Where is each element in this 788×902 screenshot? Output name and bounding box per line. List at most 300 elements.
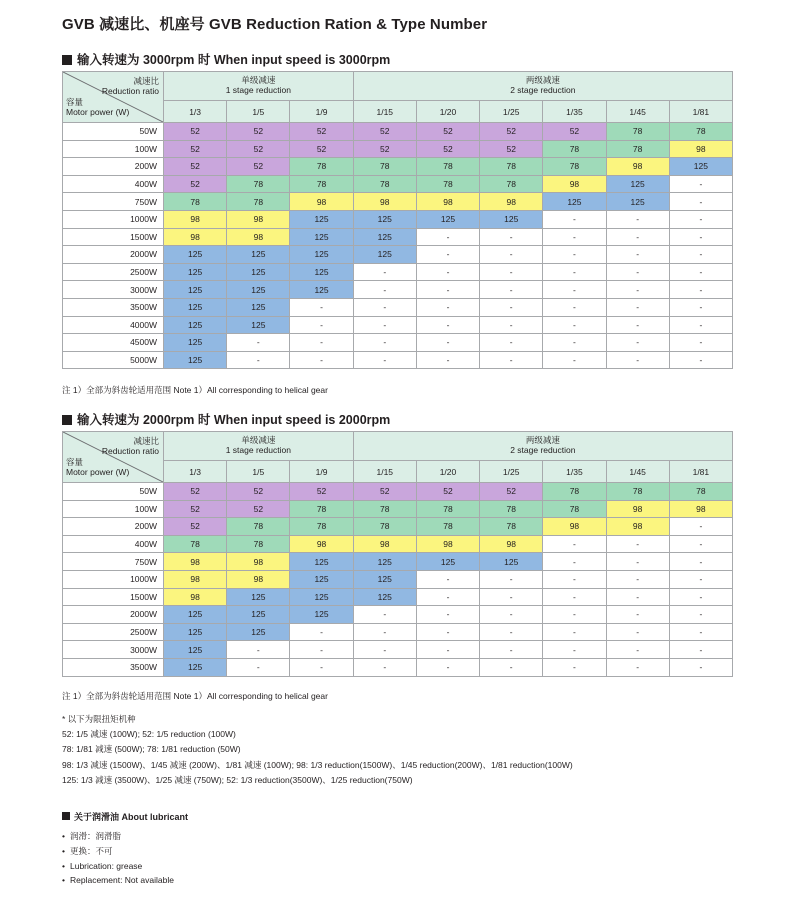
type-number-cell: - xyxy=(543,570,606,588)
type-number-cell: 125 xyxy=(416,553,479,571)
type-number-cell: - xyxy=(606,658,669,676)
type-number-cell: - xyxy=(353,298,416,316)
type-number-cell: - xyxy=(480,570,543,588)
ratio-header-cell: 1/9 xyxy=(290,461,353,483)
type-number-cell: 52 xyxy=(164,158,227,176)
ratio-header-cell: 1/25 xyxy=(480,461,543,483)
single-stage-en: 1 stage reduction xyxy=(225,85,291,95)
type-number-cell: 98 xyxy=(227,228,290,246)
ratio-header-cell: 1/5 xyxy=(227,101,290,123)
single-stage-cn: 单级减速 xyxy=(241,435,276,446)
double-stage-header xyxy=(353,432,732,461)
list-item: • 更换：不可 xyxy=(62,844,174,859)
lubricant-list xyxy=(62,829,174,888)
type-number-cell: 125 xyxy=(164,606,227,624)
type-number-cell: - xyxy=(606,263,669,281)
type-number-cell: - xyxy=(290,298,353,316)
type-number-cell: 125 xyxy=(164,623,227,641)
ratio-header-cell: 1/5 xyxy=(227,461,290,483)
type-number-cell: 125 xyxy=(353,228,416,246)
type-number-cell: 98 xyxy=(416,193,479,211)
type-number-cell: 125 xyxy=(353,553,416,571)
type-number-cell: 78 xyxy=(480,175,543,193)
type-number-cell: 125 xyxy=(290,570,353,588)
type-number-cell: - xyxy=(606,298,669,316)
table-row xyxy=(63,570,733,588)
type-number-cell: - xyxy=(416,351,479,369)
type-number-cell: 98 xyxy=(164,210,227,228)
type-number-cell: 98 xyxy=(543,175,606,193)
ratio-header-cell: 1/35 xyxy=(543,461,606,483)
table1-note: 注 1）全部为斜齿轮适用范围 Note 1）All corresponding to helical gear xyxy=(62,385,328,395)
power-cell: 4000W xyxy=(63,316,164,334)
type-number-cell: 98 xyxy=(480,535,543,553)
type-number-cell: 98 xyxy=(164,228,227,246)
type-number-cell: - xyxy=(227,334,290,352)
type-number-cell: - xyxy=(543,588,606,606)
type-number-cell: 52 xyxy=(416,140,479,158)
type-number-cell: 78 xyxy=(543,483,606,501)
type-number-cell: - xyxy=(669,298,732,316)
type-number-cell: 78 xyxy=(227,535,290,553)
type-number-cell: 78 xyxy=(290,500,353,518)
table-row xyxy=(63,351,733,369)
type-number-cell: 125 xyxy=(227,623,290,641)
type-number-cell: - xyxy=(416,570,479,588)
type-number-cell: - xyxy=(416,228,479,246)
type-number-cell: 78 xyxy=(353,500,416,518)
power-cell: 100W xyxy=(63,140,164,158)
type-number-cell: 98 xyxy=(164,570,227,588)
type-number-cell: 125 xyxy=(227,298,290,316)
type-number-cell: 125 xyxy=(164,298,227,316)
power-cell: 3500W xyxy=(63,298,164,316)
type-number-cell: - xyxy=(290,351,353,369)
table-row xyxy=(63,623,733,641)
power-cell: 2000W xyxy=(63,606,164,624)
type-number-cell: 125 xyxy=(164,263,227,281)
type-number-cell: 78 xyxy=(227,193,290,211)
power-label-en: Motor power (W) xyxy=(66,107,130,118)
type-number-cell: - xyxy=(227,351,290,369)
type-number-cell: 98 xyxy=(353,535,416,553)
type-number-cell: - xyxy=(543,641,606,659)
power-cell: 1000W xyxy=(63,570,164,588)
type-number-cell: 52 xyxy=(353,140,416,158)
type-number-cell: - xyxy=(353,281,416,299)
type-number-cell: 125 xyxy=(606,193,669,211)
type-number-cell: - xyxy=(543,316,606,334)
square-bullet-icon xyxy=(62,415,72,425)
ratio-label-cn: 减速比 xyxy=(133,76,159,86)
type-number-cell: - xyxy=(606,228,669,246)
type-number-cell: 125 xyxy=(290,246,353,264)
table-body xyxy=(63,123,733,369)
type-number-cell: 98 xyxy=(290,193,353,211)
type-number-cell: 52 xyxy=(290,140,353,158)
type-number-cell: 98 xyxy=(353,193,416,211)
type-number-cell: 98 xyxy=(227,553,290,571)
ratio-header-cell: 1/25 xyxy=(480,101,543,123)
table1-title xyxy=(62,50,390,68)
table-row xyxy=(63,316,733,334)
ratio-header-cell: 1/20 xyxy=(416,101,479,123)
type-number-cell: - xyxy=(543,553,606,571)
type-number-cell: 98 xyxy=(606,518,669,536)
power-cell: 50W xyxy=(63,483,164,501)
ratio-label-en: Reduction ratio xyxy=(101,85,159,96)
type-number-cell: - xyxy=(669,553,732,571)
power-cell: 750W xyxy=(63,553,164,571)
table2-title-text: 输入转速为 2000rpm 时 When input speed is 2000rpm xyxy=(77,413,391,427)
type-number-cell: 78 xyxy=(480,500,543,518)
type-number-cell: - xyxy=(353,263,416,281)
table-row xyxy=(63,483,733,501)
type-number-cell: - xyxy=(480,623,543,641)
type-number-cell: 98 xyxy=(669,500,732,518)
type-number-cell: - xyxy=(353,623,416,641)
type-number-cell: - xyxy=(543,658,606,676)
type-number-cell: 125 xyxy=(353,210,416,228)
type-number-cell: - xyxy=(480,658,543,676)
ratio-header-cell: 1/45 xyxy=(606,461,669,483)
power-cell: 3000W xyxy=(63,641,164,659)
type-number-cell: - xyxy=(353,606,416,624)
type-number-cell: 125 xyxy=(290,606,353,624)
type-number-cell: - xyxy=(480,588,543,606)
type-number-cell: 125 xyxy=(290,210,353,228)
type-number-cell: 125 xyxy=(480,553,543,571)
type-number-cell: - xyxy=(227,641,290,659)
torque-note-line: * 以下为限扭矩机种 xyxy=(62,714,136,724)
single-stage-header xyxy=(164,432,354,461)
power-cell: 2500W xyxy=(63,623,164,641)
ratio-label-cn: 减速比 xyxy=(133,436,159,446)
type-number-cell: 78 xyxy=(290,158,353,176)
type-number-cell: 78 xyxy=(164,193,227,211)
type-number-cell: 125 xyxy=(290,588,353,606)
double-stage-en: 2 stage reduction xyxy=(510,85,576,95)
type-number-cell: - xyxy=(416,298,479,316)
type-number-cell: - xyxy=(606,641,669,659)
type-number-cell: 52 xyxy=(543,123,606,141)
type-number-cell: 78 xyxy=(606,483,669,501)
type-number-cell: 125 xyxy=(227,281,290,299)
type-number-cell: 125 xyxy=(353,570,416,588)
type-number-cell: 52 xyxy=(227,123,290,141)
type-number-cell: - xyxy=(543,246,606,264)
power-cell: 1500W xyxy=(63,588,164,606)
type-number-cell: 125 xyxy=(416,210,479,228)
type-number-cell: - xyxy=(416,606,479,624)
type-number-cell: 98 xyxy=(164,553,227,571)
table-row xyxy=(63,518,733,536)
type-number-cell: - xyxy=(543,623,606,641)
power-label-cn: 容量 xyxy=(66,457,84,468)
type-number-cell: - xyxy=(543,228,606,246)
type-number-cell: 125 xyxy=(227,606,290,624)
list-item: • Lubrication: grease xyxy=(62,859,174,874)
type-number-cell: 78 xyxy=(606,140,669,158)
type-number-cell: 125 xyxy=(164,334,227,352)
torque-note-line: 52: 1/5 减速 (100W); 52: 1/5 reduction (100W) xyxy=(62,729,236,740)
type-number-cell: - xyxy=(353,316,416,334)
type-number-cell: - xyxy=(227,658,290,676)
power-cell: 1500W xyxy=(63,228,164,246)
power-cell: 200W xyxy=(63,518,164,536)
type-number-cell: - xyxy=(606,588,669,606)
type-number-cell: 78 xyxy=(164,535,227,553)
ratio-header-cell: 1/45 xyxy=(606,101,669,123)
power-cell: 100W xyxy=(63,500,164,518)
table-row xyxy=(63,281,733,299)
type-number-cell: 78 xyxy=(353,518,416,536)
power-cell: 4500W xyxy=(63,334,164,352)
double-stage-header xyxy=(353,72,732,101)
type-number-cell: 52 xyxy=(164,123,227,141)
type-number-cell: - xyxy=(416,588,479,606)
type-number-cell: 78 xyxy=(543,500,606,518)
table-row xyxy=(63,193,733,211)
type-number-cell: - xyxy=(416,316,479,334)
ratio-header-cell: 1/81 xyxy=(669,461,732,483)
type-number-cell: - xyxy=(480,281,543,299)
type-number-cell: 52 xyxy=(164,500,227,518)
power-label-cn: 容量 xyxy=(66,97,84,108)
type-number-cell: - xyxy=(543,210,606,228)
type-number-cell: - xyxy=(480,606,543,624)
table-row xyxy=(63,175,733,193)
type-number-cell: - xyxy=(290,623,353,641)
type-number-cell: 125 xyxy=(669,158,732,176)
ratio-header-cell: 1/3 xyxy=(164,101,227,123)
type-number-cell: - xyxy=(543,263,606,281)
type-number-cell: 78 xyxy=(543,158,606,176)
ratio-label-en: Reduction ratio xyxy=(101,445,159,456)
type-number-cell: - xyxy=(669,641,732,659)
type-number-cell: - xyxy=(669,623,732,641)
power-cell: 200W xyxy=(63,158,164,176)
type-number-cell: 78 xyxy=(416,158,479,176)
power-cell: 400W xyxy=(63,535,164,553)
type-number-cell: - xyxy=(480,641,543,659)
power-cell: 2500W xyxy=(63,263,164,281)
type-number-cell: 52 xyxy=(353,123,416,141)
type-number-cell: - xyxy=(669,228,732,246)
type-number-cell: - xyxy=(480,228,543,246)
single-stage-en: 1 stage reduction xyxy=(225,445,291,455)
type-number-cell: - xyxy=(416,246,479,264)
type-number-cell: 52 xyxy=(164,518,227,536)
table-row xyxy=(63,334,733,352)
torque-note-line: 125: 1/3 减速 (3500W)、1/25 减速 (750W); 52: 1/3 reduction(3500W)、1/25 reduction(750W) xyxy=(62,774,413,785)
type-number-cell: - xyxy=(480,351,543,369)
type-number-cell: 52 xyxy=(416,483,479,501)
table-row xyxy=(63,641,733,659)
type-number-cell: 52 xyxy=(480,483,543,501)
type-number-cell: - xyxy=(606,570,669,588)
type-number-cell: 78 xyxy=(669,123,732,141)
type-number-cell: - xyxy=(669,535,732,553)
type-number-cell: 125 xyxy=(227,316,290,334)
type-number-cell: - xyxy=(353,351,416,369)
table-row xyxy=(63,535,733,553)
table1-title-text: 输入转速为 3000rpm 时 When input speed is 3000rpm xyxy=(77,53,391,67)
type-number-cell: 78 xyxy=(227,175,290,193)
type-number-cell: 98 xyxy=(669,140,732,158)
torque-notes xyxy=(62,712,573,788)
type-number-cell: 78 xyxy=(290,518,353,536)
type-number-cell: - xyxy=(669,518,732,536)
type-number-cell: - xyxy=(290,658,353,676)
type-number-cell: - xyxy=(669,193,732,211)
double-stage-cn: 两级减速 xyxy=(525,435,560,446)
corner-header xyxy=(63,72,164,123)
ratio-header-cell: 1/20 xyxy=(416,461,479,483)
table-row xyxy=(63,140,733,158)
type-number-cell: - xyxy=(669,658,732,676)
type-number-cell: - xyxy=(543,606,606,624)
type-number-cell: - xyxy=(543,351,606,369)
ratio-header-cell: 1/35 xyxy=(543,101,606,123)
type-number-cell: - xyxy=(543,281,606,299)
type-number-cell: 125 xyxy=(290,263,353,281)
power-label-en: Motor power (W) xyxy=(66,467,130,478)
type-number-cell: 125 xyxy=(353,246,416,264)
type-number-cell: - xyxy=(669,263,732,281)
table-body xyxy=(63,483,733,677)
type-number-cell: 125 xyxy=(290,553,353,571)
type-number-cell: - xyxy=(606,553,669,571)
type-number-cell: - xyxy=(480,298,543,316)
type-number-cell: - xyxy=(480,334,543,352)
type-number-cell: - xyxy=(290,641,353,659)
type-number-cell: 125 xyxy=(353,588,416,606)
type-number-cell: 52 xyxy=(164,483,227,501)
ratio-header-cell: 1/81 xyxy=(669,101,732,123)
type-number-cell: - xyxy=(669,316,732,334)
type-number-cell: 125 xyxy=(290,281,353,299)
type-number-cell: - xyxy=(669,588,732,606)
type-number-cell: 125 xyxy=(164,658,227,676)
type-number-cell: - xyxy=(669,351,732,369)
type-number-cell: - xyxy=(669,246,732,264)
type-number-cell: 125 xyxy=(164,246,227,264)
type-number-cell: - xyxy=(669,281,732,299)
type-number-cell: 52 xyxy=(290,483,353,501)
power-cell: 3500W xyxy=(63,658,164,676)
type-number-cell: 78 xyxy=(480,158,543,176)
type-number-cell: - xyxy=(606,316,669,334)
type-number-cell: 98 xyxy=(227,570,290,588)
type-number-cell: 78 xyxy=(353,158,416,176)
type-number-cell: - xyxy=(606,210,669,228)
type-number-cell: 98 xyxy=(480,193,543,211)
type-number-cell: - xyxy=(606,606,669,624)
type-number-cell: 78 xyxy=(416,500,479,518)
type-number-cell: 78 xyxy=(480,518,543,536)
table-row xyxy=(63,606,733,624)
type-number-cell: - xyxy=(416,641,479,659)
type-number-cell: - xyxy=(606,246,669,264)
type-number-cell: 52 xyxy=(227,158,290,176)
type-number-cell: 98 xyxy=(164,588,227,606)
power-cell: 5000W xyxy=(63,351,164,369)
square-bullet-icon xyxy=(62,812,70,820)
list-item: • Replacement: Not available xyxy=(62,873,174,888)
table-2000rpm xyxy=(62,431,733,677)
double-stage-en: 2 stage reduction xyxy=(510,445,576,455)
type-number-cell: 125 xyxy=(227,263,290,281)
type-number-cell: 125 xyxy=(606,175,669,193)
type-number-cell: - xyxy=(353,334,416,352)
power-cell: 1000W xyxy=(63,210,164,228)
type-number-cell: 125 xyxy=(164,281,227,299)
single-stage-cn: 单级减速 xyxy=(241,75,276,86)
table2-title xyxy=(62,410,390,428)
single-stage-header xyxy=(164,72,354,101)
table-row xyxy=(63,123,733,141)
type-number-cell: - xyxy=(543,298,606,316)
power-cell: 3000W xyxy=(63,281,164,299)
type-number-cell: - xyxy=(353,658,416,676)
type-number-cell: - xyxy=(543,334,606,352)
type-number-cell: 52 xyxy=(227,140,290,158)
type-number-cell: 78 xyxy=(669,483,732,501)
type-number-cell: 125 xyxy=(227,588,290,606)
table-row xyxy=(63,500,733,518)
type-number-cell: 125 xyxy=(164,316,227,334)
lubricant-title-text: 关于润滑油 About lubricant xyxy=(74,812,188,822)
type-number-cell: 78 xyxy=(416,518,479,536)
table-row xyxy=(63,263,733,281)
type-number-cell: 78 xyxy=(290,175,353,193)
type-number-cell: 52 xyxy=(480,123,543,141)
table2-note: 注 1）全部为斜齿轮适用范围 Note 1）All corresponding to helical gear xyxy=(62,691,328,701)
type-number-cell: - xyxy=(416,334,479,352)
type-number-cell: 125 xyxy=(227,246,290,264)
double-stage-cn: 两级减速 xyxy=(525,75,560,86)
type-number-cell: - xyxy=(669,570,732,588)
type-number-cell: - xyxy=(669,210,732,228)
type-number-cell: - xyxy=(480,263,543,281)
type-number-cell: 52 xyxy=(480,140,543,158)
ratio-header-cell: 1/9 xyxy=(290,101,353,123)
type-number-cell: 52 xyxy=(164,175,227,193)
type-number-cell: - xyxy=(606,623,669,641)
type-number-cell: 52 xyxy=(416,123,479,141)
table-row xyxy=(63,588,733,606)
type-number-cell: 78 xyxy=(227,518,290,536)
table-row xyxy=(63,298,733,316)
table-3000rpm xyxy=(62,71,733,369)
table-row xyxy=(63,553,733,571)
type-number-cell: 98 xyxy=(606,500,669,518)
type-number-cell: 98 xyxy=(290,535,353,553)
square-bullet-icon xyxy=(62,55,72,65)
page-title: GVB 减速比、机座号 GVB Reduction Ration & Type Number xyxy=(62,16,488,33)
type-number-cell: 52 xyxy=(290,123,353,141)
type-number-cell: - xyxy=(353,641,416,659)
type-number-cell: - xyxy=(416,658,479,676)
ratio-header-cell: 1/15 xyxy=(353,461,416,483)
type-number-cell: 125 xyxy=(164,351,227,369)
type-number-cell: 52 xyxy=(227,500,290,518)
table-row xyxy=(63,228,733,246)
type-number-cell: - xyxy=(480,246,543,264)
type-number-cell: 52 xyxy=(164,140,227,158)
power-cell: 400W xyxy=(63,175,164,193)
